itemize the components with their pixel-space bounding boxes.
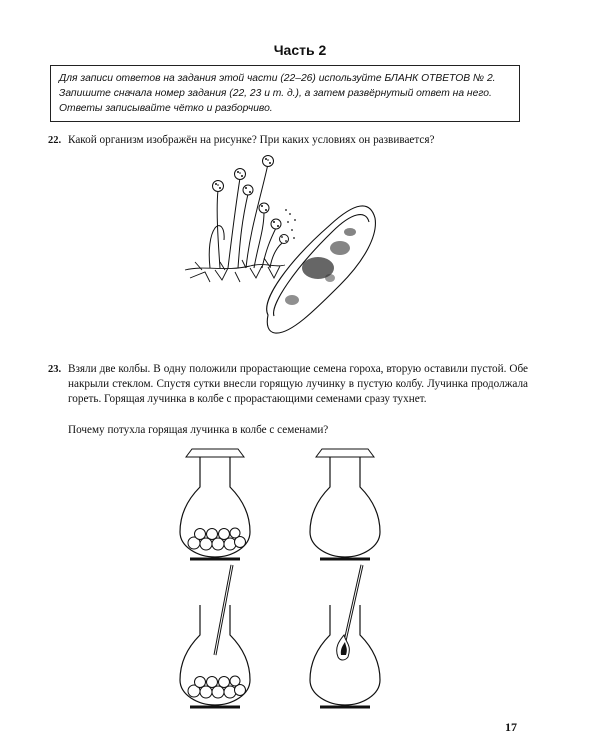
task-22-number: 22. [48,135,62,146]
mold-on-bread-illustration [180,150,390,345]
task-22 [48,133,528,148]
instruction-box: Для записи ответов на задания этой части (22–26) используйте БЛАНК ОТВЕТОВ № 2. Запишите сначала номер задания (22, 23 и т. д.), а затем развёрнутый ответ на него. Ответы записывайте чётко и разборчиво. [50,65,520,122]
task-23-question: Почему потухла горящая лучинка в колбе с семенами? [68,424,329,436]
page-number: 17 [505,720,517,734]
flasks-illustration [170,445,410,715]
task-23 [48,362,528,407]
task-23-number: 23. [48,364,62,375]
task-23-text: Взяли две колбы. В одну положили прорастающие семена гороха, вторую оставили пустой. Обе накрыли стеклом. Спустя сутки внесли горящую лучинку в пустую колбу. Лучинка продолжала гореть. Горящая лучинка в колбе с прорастающими семенами сразу тухнет. [68,363,528,405]
task-22-text: Какой организм изображён на рисунке? При каких условиях он развивается? [68,134,435,146]
part-title: Часть 2 [273,42,327,58]
